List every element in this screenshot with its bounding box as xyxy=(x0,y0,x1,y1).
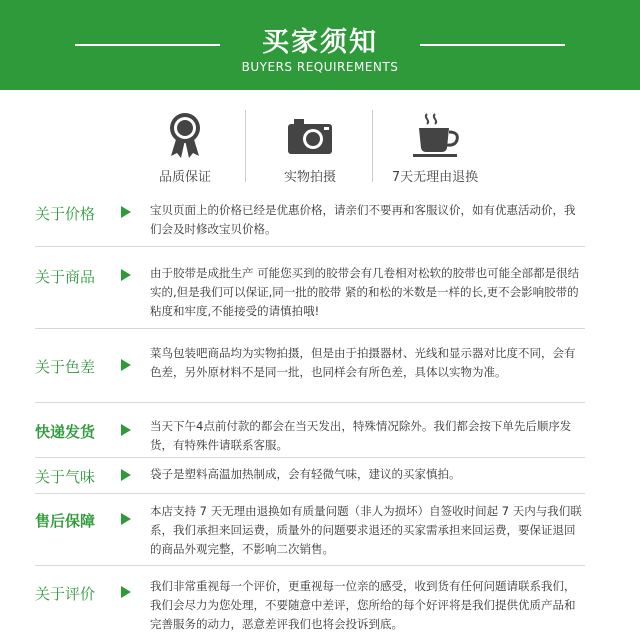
section-divider xyxy=(35,493,585,494)
feature-label: 7天无理由退换 xyxy=(391,170,479,185)
triangle-right-icon xyxy=(121,424,131,436)
triangle-right-icon xyxy=(121,206,131,218)
feature-label: 实物拍摄 xyxy=(283,170,336,185)
section-text: 本店支持 7 天无理由退换如有质量问题（非人为损坏）自签收时间起 7 天内与我们联系，我们承担来回运费，质量外的问题要求退还的买家需承担来回运费，要保证退回的商品外观完整，不影响二次销售。 xyxy=(150,504,582,556)
section-text: 我们非常重视每一个评价，更重视每一位亲的感受，收到货有任何问题请联系我们，我们会尽力为您处理，不要随意中差评，您所给的每个好评将是我们提供优质产品和完善服务的动力，恶意差评我们也将会投诉到底。 xyxy=(150,579,576,631)
feature-divider xyxy=(372,110,373,182)
section-text: 宝贝页面上的价格已经是优惠价格，请亲们不要再和客服议价，如有优惠活动价，我们会及时修改宝贝价格。 xyxy=(150,203,576,236)
camera-icon xyxy=(280,110,340,160)
section-divider xyxy=(35,402,585,403)
section-text: 由于胶带是成批生产 可能您买到的胶带会有几卷相对松软的胶带也可能全部都是很结实的,但是我们可以保证,同一批的胶带 紧的和松的米数是一样的长,更不会影响胶带的粘度和牢度,不能接受的请慎拍哦! xyxy=(150,266,580,318)
feature-divider xyxy=(245,110,246,182)
section-divider xyxy=(35,328,585,329)
section-divider xyxy=(35,246,585,247)
coffee-cup-icon xyxy=(405,110,465,160)
section-label: 关于色差 xyxy=(35,358,96,376)
header-line-right xyxy=(420,44,565,46)
feature-quality xyxy=(125,100,245,185)
section-divider xyxy=(35,457,585,458)
page-subtitle: BUYERS REQUIREMENTS xyxy=(241,60,399,74)
section-label: 关于商品 xyxy=(35,268,96,286)
section-label: 售后保障 xyxy=(35,512,96,530)
page-title: 买家须知 xyxy=(262,27,378,58)
section-label: 关于价格 xyxy=(35,205,96,223)
feature-return xyxy=(375,100,495,185)
section-label: 关于气味 xyxy=(35,468,96,486)
section-label: 关于评价 xyxy=(35,585,96,603)
triangle-right-icon xyxy=(121,269,131,281)
feature-strip xyxy=(0,100,640,190)
section-text: 袋子是塑料高温加热制成，会有轻微气味，建议的买家慎拍。 xyxy=(150,467,461,481)
section-label: 快递发货 xyxy=(35,423,96,441)
header-banner xyxy=(0,0,640,90)
triangle-right-icon xyxy=(121,359,131,371)
section-divider xyxy=(35,565,585,566)
triangle-right-icon xyxy=(121,469,131,481)
feature-label: 品质保证 xyxy=(158,170,211,185)
section-text: 当天下午4点前付款的都会在当天发出，特殊情况除外。我们都会按下单先后顺序发货，有特殊件请联系客服。 xyxy=(150,419,572,452)
feature-photo xyxy=(250,100,370,185)
triangle-right-icon xyxy=(121,586,131,598)
award-ribbon-icon xyxy=(155,110,215,160)
section-text: 菜鸟包装吧商品均为实物拍摄，但是由于拍摄器材、光线和显示器对比度不同，会有色差，另外原材料不是同一批，也同样会有所色差，具体以实物为准。 xyxy=(150,346,576,379)
triangle-right-icon xyxy=(121,513,131,525)
